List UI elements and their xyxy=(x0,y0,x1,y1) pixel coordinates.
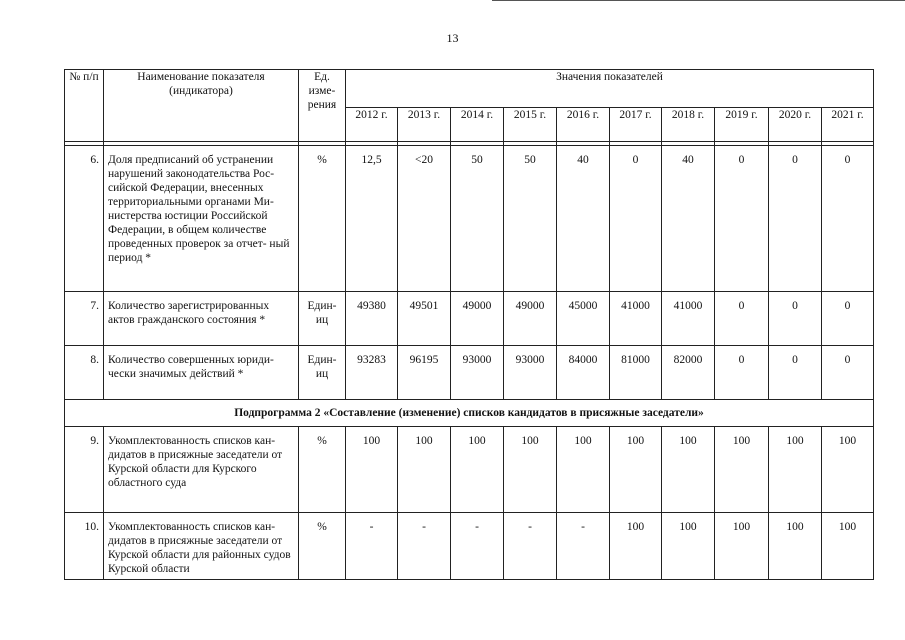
value-cell: 93000 xyxy=(451,346,504,400)
subprogram-row xyxy=(65,400,874,427)
value-cell: 40 xyxy=(662,146,715,292)
value-cell: 50 xyxy=(504,146,557,292)
year-header: 2019 г. xyxy=(715,108,769,142)
value-cell: 0 xyxy=(715,292,769,346)
row-number: 6. xyxy=(65,146,104,292)
unit: % xyxy=(299,513,346,580)
value-cell: 0 xyxy=(822,146,874,292)
value-cell: 49000 xyxy=(504,292,557,346)
indicator-name: Доля предписаний об устранении нарушений законодательства Рос- сийской Федерации, внесенных территориальными органами Ми- нистерства юстиции Российской Федерации, в общем количестве проведенных проверок за отчет- ный период * xyxy=(104,146,299,292)
indicator-name: Количество зарегистрированных актов гражданского состояния * xyxy=(104,292,299,346)
page-number: 13 xyxy=(446,31,459,45)
value-cell: 50 xyxy=(451,146,504,292)
unit: Един- иц xyxy=(299,292,346,346)
header-num: № п/п xyxy=(65,70,104,142)
value-cell: 0 xyxy=(715,146,769,292)
value-cell: 96195 xyxy=(398,346,451,400)
value-cell: 40 xyxy=(557,146,610,292)
header-name: Наименование показателя (индикатора) xyxy=(104,70,299,142)
value-cell: 49380 xyxy=(346,292,398,346)
value-cell: 49501 xyxy=(398,292,451,346)
top-rule xyxy=(492,0,905,1)
value-cell: 12,5 xyxy=(346,146,398,292)
row-number: 7. xyxy=(65,292,104,346)
value-cell: 0 xyxy=(769,146,822,292)
value-cell: 100 xyxy=(769,513,822,580)
value-cell: 100 xyxy=(769,427,822,513)
value-cell: 100 xyxy=(715,427,769,513)
year-header: 2018 г. xyxy=(662,108,715,142)
row-number: 9. xyxy=(65,427,104,513)
year-header: 2021 г. xyxy=(822,108,874,142)
indicator-name: Укомплектованность списков кан- дидатов в присяжные заседатели от Курской области для районных судов Курской области xyxy=(104,513,299,580)
value-cell: 45000 xyxy=(557,292,610,346)
value-cell: 0 xyxy=(769,346,822,400)
indicator-name: Укомплектованность списков кан- дидатов в присяжные заседатели от Курской области для Курского областного суда xyxy=(104,427,299,513)
year-header: 2016 г. xyxy=(557,108,610,142)
value-cell: - xyxy=(346,513,398,580)
value-cell: 100 xyxy=(662,513,715,580)
row-number: 8. xyxy=(65,346,104,400)
table-row xyxy=(65,427,874,513)
table-row xyxy=(65,292,874,346)
unit: Един- иц xyxy=(299,346,346,400)
header-values: Значения показателей xyxy=(346,70,874,108)
year-header: 2014 г. xyxy=(451,108,504,142)
value-cell: 41000 xyxy=(662,292,715,346)
value-cell: 100 xyxy=(610,427,662,513)
table-row xyxy=(65,346,874,400)
value-cell: - xyxy=(557,513,610,580)
value-cell: 100 xyxy=(662,427,715,513)
value-cell: 41000 xyxy=(610,292,662,346)
value-cell: 100 xyxy=(715,513,769,580)
year-header: 2015 г. xyxy=(504,108,557,142)
value-cell: 82000 xyxy=(662,346,715,400)
header-row xyxy=(65,70,874,108)
value-cell: 93283 xyxy=(346,346,398,400)
value-cell: - xyxy=(451,513,504,580)
value-cell: 0 xyxy=(769,292,822,346)
value-cell: <20 xyxy=(398,146,451,292)
value-cell: 100 xyxy=(398,427,451,513)
value-cell: 0 xyxy=(822,292,874,346)
value-cell: - xyxy=(504,513,557,580)
value-cell: 100 xyxy=(346,427,398,513)
table-row xyxy=(65,513,874,580)
subprogram-title: Подпрограмма 2 «Составление (изменение) списков кандидатов в присяжные заседатели» xyxy=(65,400,874,427)
value-cell: 100 xyxy=(822,513,874,580)
indicator-name: Количество совершенных юриди- чески значимых действий * xyxy=(104,346,299,400)
year-header: 2013 г. xyxy=(398,108,451,142)
unit: % xyxy=(299,427,346,513)
value-cell: 93000 xyxy=(504,346,557,400)
value-cell: 0 xyxy=(822,346,874,400)
value-cell: 0 xyxy=(610,146,662,292)
value-cell: 81000 xyxy=(610,346,662,400)
value-cell: 49000 xyxy=(451,292,504,346)
value-cell: 100 xyxy=(504,427,557,513)
header-unit: Ед. изме- рения xyxy=(299,70,346,142)
table-row xyxy=(65,146,874,292)
row-number: 10. xyxy=(65,513,104,580)
value-cell: 100 xyxy=(822,427,874,513)
value-cell: 84000 xyxy=(557,346,610,400)
year-header: 2020 г. xyxy=(769,108,822,142)
year-header: 2012 г. xyxy=(346,108,398,142)
value-cell: 100 xyxy=(610,513,662,580)
value-cell: 100 xyxy=(557,427,610,513)
value-cell: - xyxy=(398,513,451,580)
value-cell: 0 xyxy=(715,346,769,400)
unit: % xyxy=(299,146,346,292)
year-header: 2017 г. xyxy=(610,108,662,142)
value-cell: 100 xyxy=(451,427,504,513)
indicators-table xyxy=(64,69,874,580)
